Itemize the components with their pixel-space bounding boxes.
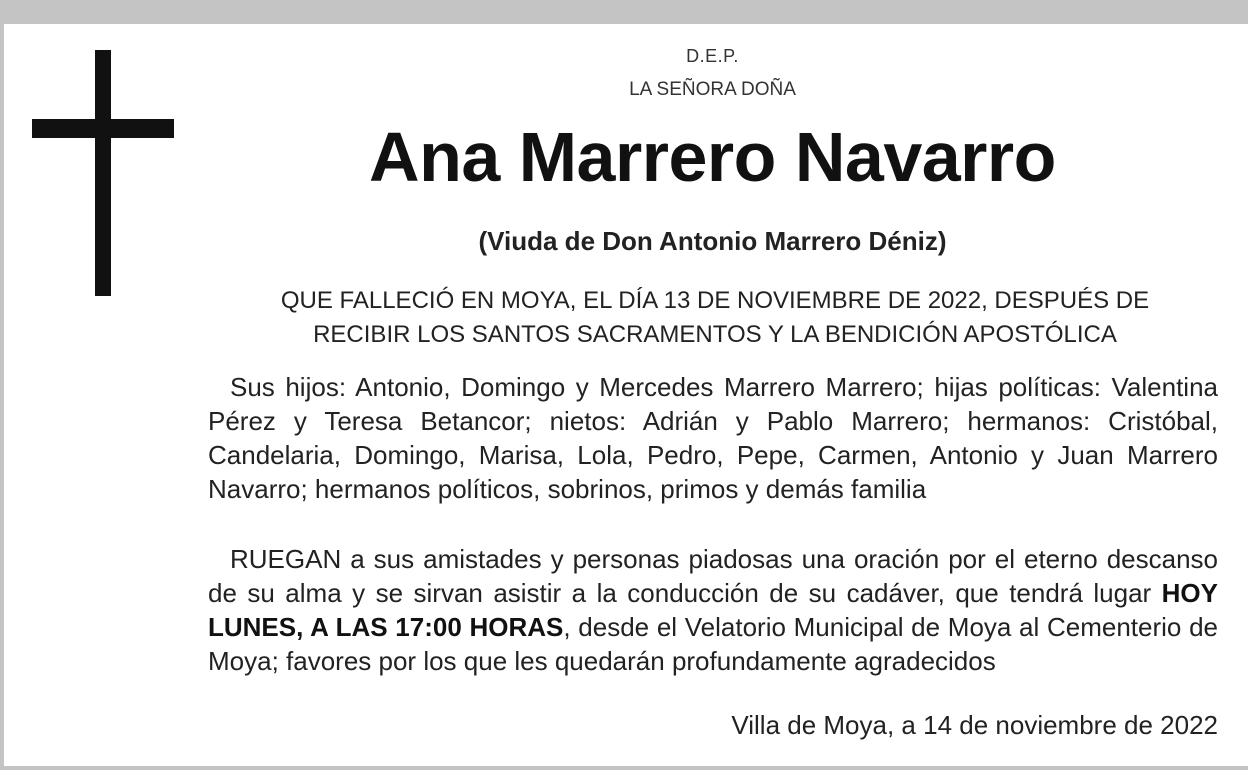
dep-heading: D.E.P. <box>686 46 739 66</box>
family-paragraph: Sus hijos: Antonio, Domingo y Mercedes Marrero Marrero; hijas políticas: Valentina Pérez y Teresa Betancor; nietos: Adrián y Pablo Marrero; hermanos: Cristóbal, Candelaria, Domingo, Marisa, Lola, Pedro, Pepe, Carmen, Antonio y Juan Marrero Navarro; hermanos políticos, sobrinos, primos y demás familia <box>208 372 1218 504</box>
top-border-band <box>0 0 1248 24</box>
service-time: HOY LUNES, A LAS 17:00 HORAS <box>208 578 1218 642</box>
death-notice <box>250 284 1180 352</box>
request-paragraph <box>208 542 1218 678</box>
honorific-line: LA SEÑORA DOÑA <box>629 79 796 100</box>
death-notice-line-1: QUE FALLECIÓ EN MOYA, EL DÍA 13 DE NOVIEMBRE DE 2022, DESPUÉS DE <box>280 287 1150 314</box>
cross-horizontal-bar <box>32 119 174 138</box>
death-notice-line-2: RECIBIR LOS SANTOS SACRAMENTOS Y LA BENDICIÓN APOSTÓLICA <box>313 321 1117 348</box>
cross-vertical-bar <box>95 50 111 296</box>
deceased-name: Ana Marrero Navarro <box>369 118 1056 196</box>
request-text-after: , desde el Velatorio Municipal de Moya al Cementerio de Moya; favores por los que les quedarán profundamente agradecidos <box>208 612 1218 676</box>
request-text-before: RUEGAN a sus amistades y personas piadosas una oración por el eterno descanso de su alma y se sirvan asistir a la conducción de su cadáver, que tendrá lugar <box>208 544 1218 608</box>
widow-note: (Viuda de Don Antonio Marrero Déniz) <box>478 226 947 256</box>
place-date-line: Villa de Moya, a 14 de noviembre de 2022 <box>731 710 1218 740</box>
latin-cross-icon <box>32 50 174 296</box>
